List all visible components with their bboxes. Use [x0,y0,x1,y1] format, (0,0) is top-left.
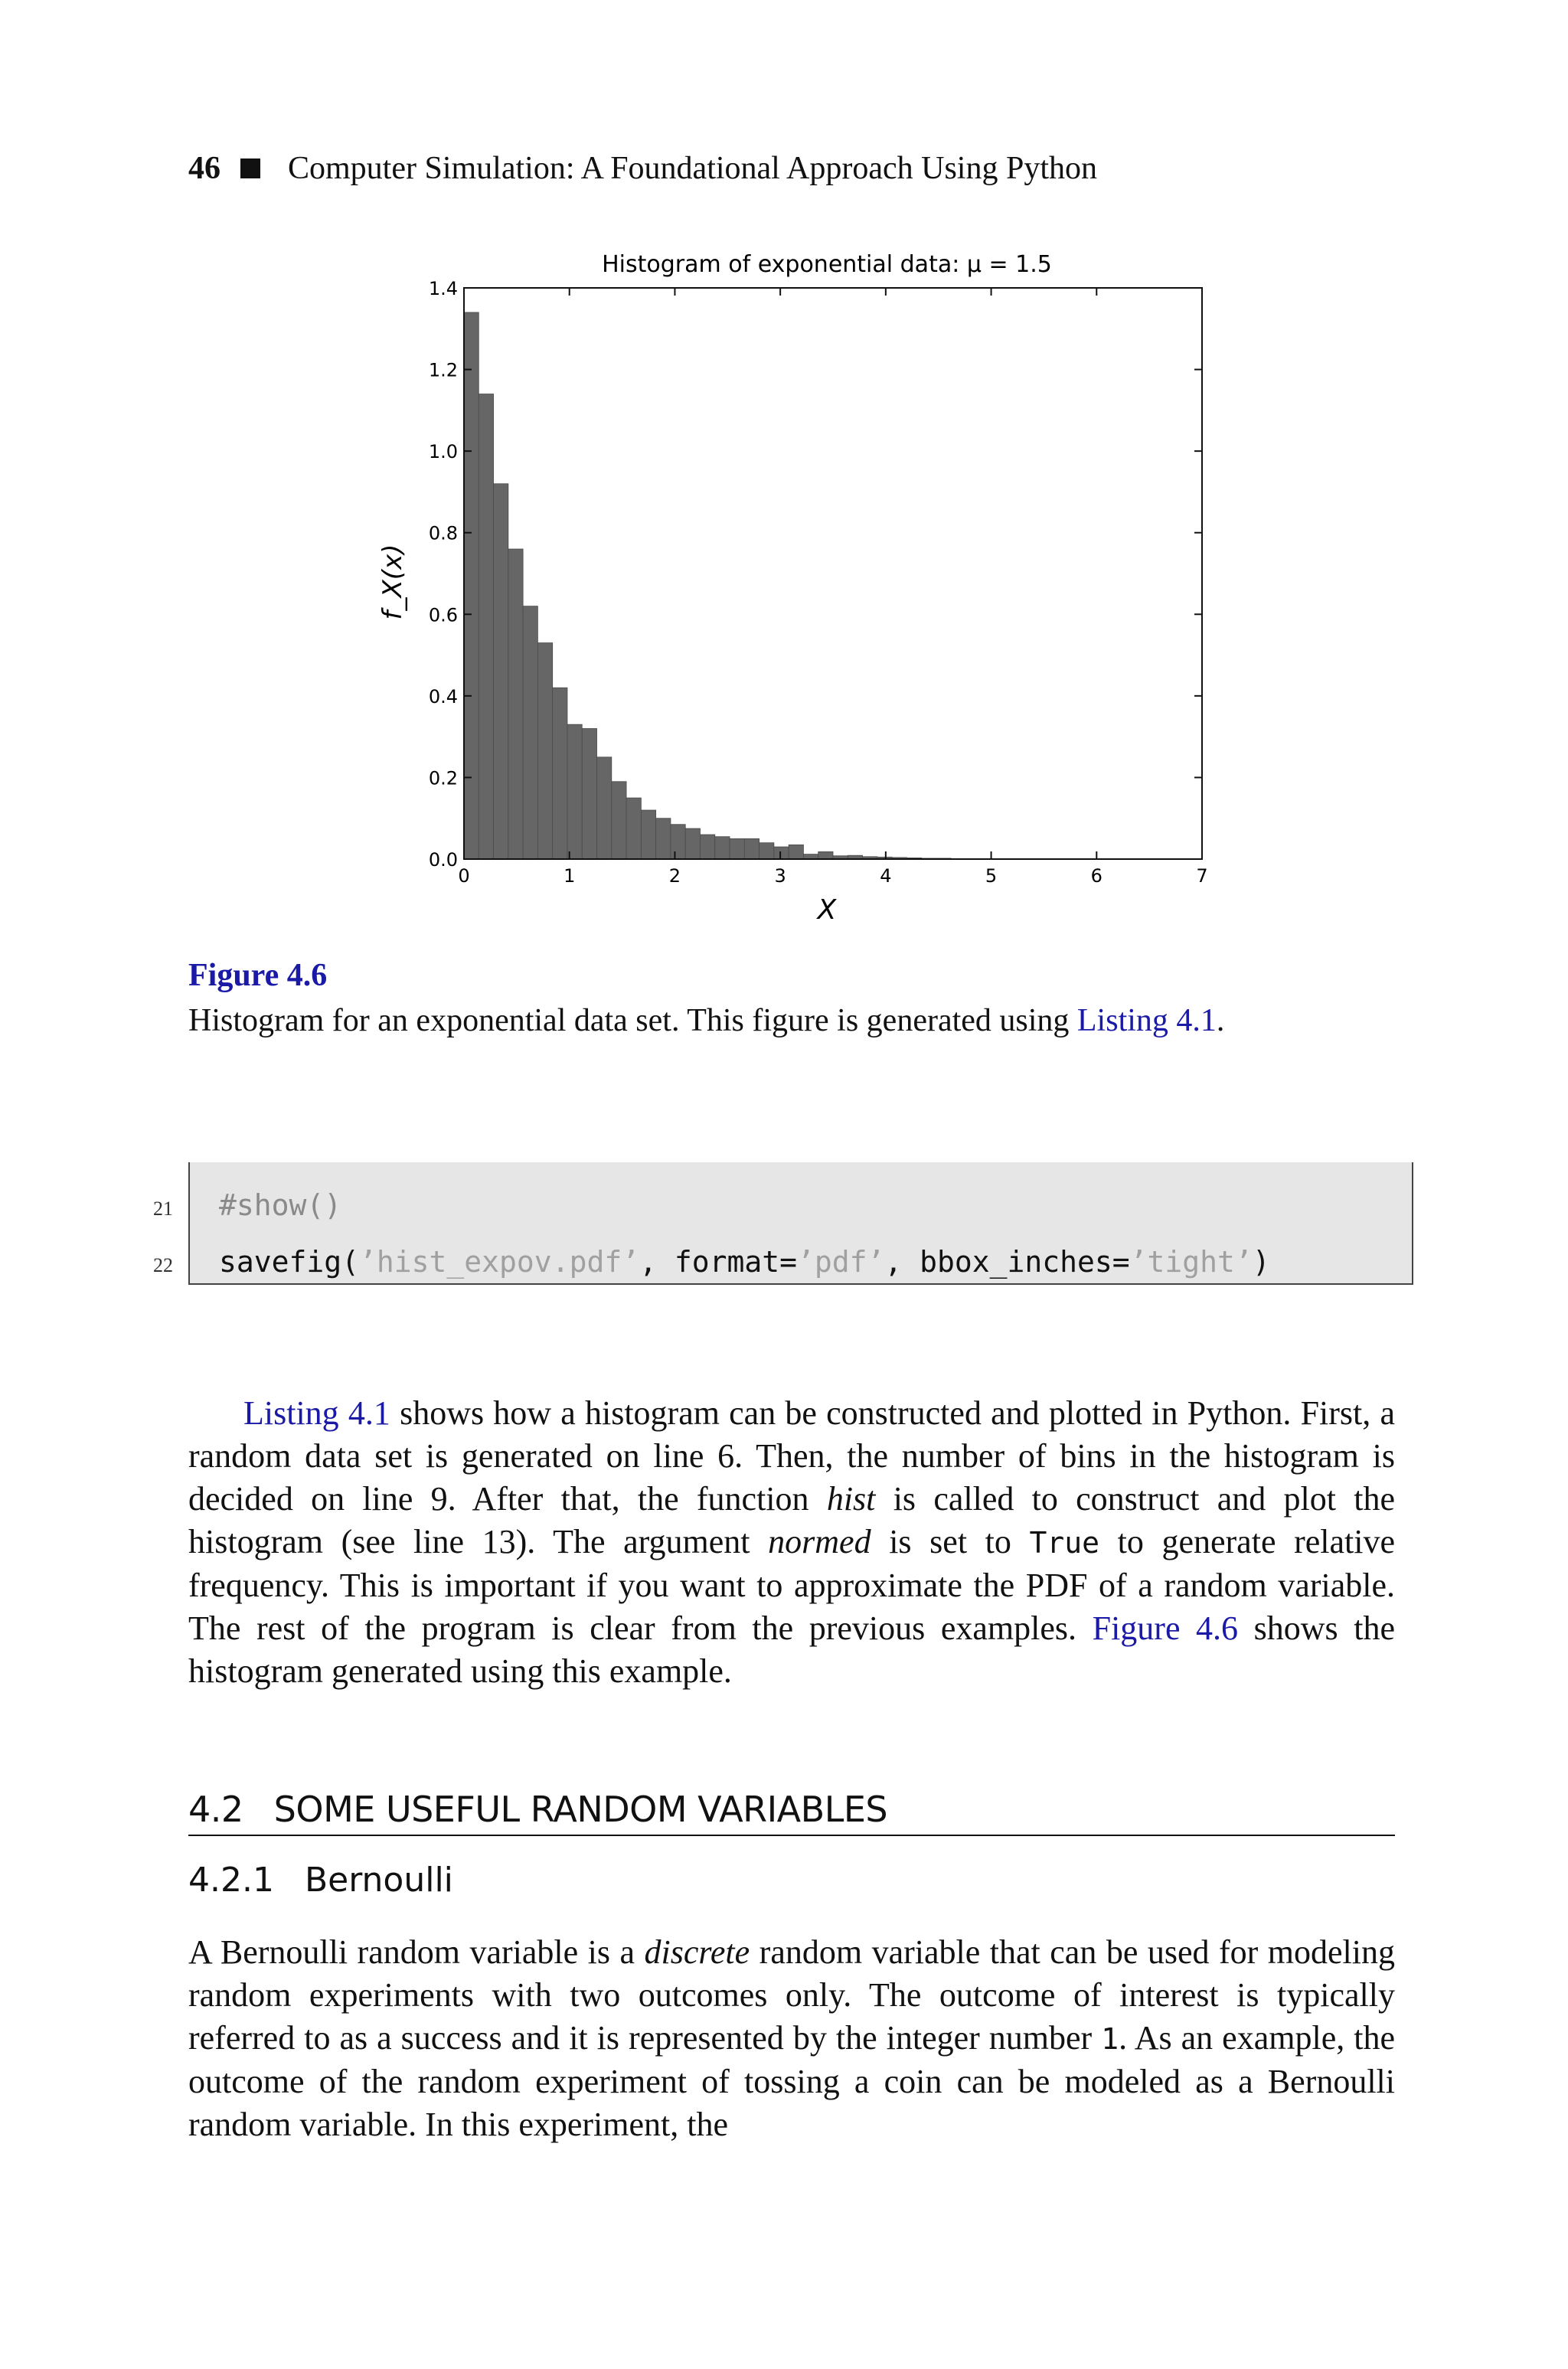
histogram-bar [715,837,730,859]
x-tick-label: 1 [564,865,576,887]
line-number: 22 [153,1254,173,1276]
histogram-bar [671,825,685,859]
histogram-bar [700,835,714,859]
x-tick-label: 7 [1196,865,1208,887]
page-number: 46 [188,151,220,186]
figure-caption [188,999,1395,1042]
body-paragraph: A Bernoulli random variable is a discrete random variable that can be used for modeling random experiments with two outcomes only. The outcome of interest is typically referred to as a success and it is represented by the integer number 1. As an example, the outcome of the random experiment of tossing a coin can be modeled as a Bernoulli random variable. In this experiment, the [188,1933,1396,2143]
histogram-bar [656,819,671,859]
histogram-bar [494,484,508,859]
code-line: savefig(’hist_expov.pdf’, format=’pdf’, bbox_inches=’tight’) [219,1245,1270,1279]
histogram-bar [774,847,789,859]
histogram-bar [818,851,833,859]
y-tick-label: 0.4 [428,685,458,707]
histogram-bar [553,688,567,859]
x-tick-label: 0 [458,865,470,887]
caption-text: Histogram for an exponential data set. This figure is generated using [188,1003,1077,1038]
y-tick-label: 0.8 [428,522,458,544]
figure-link[interactable]: Figure 4.6 [1092,1609,1239,1647]
x-tick-label: 3 [774,865,786,887]
histogram-bar [479,394,493,859]
histogram-bar [582,728,596,859]
running-head [188,145,1413,191]
x-tick-label: 6 [1090,865,1102,887]
histogram-bar [760,843,774,859]
line-number: 21 [153,1198,173,1220]
code-listing [188,1162,1413,1285]
x-tick-label: 2 [668,865,681,887]
histogram-bar [685,828,700,859]
histogram-bar [508,549,523,859]
histogram-bar [523,606,537,859]
body-paragraph: Listing 4.1 shows how a histogram can be constructed and plotted in Python. First, a random data set is generated on line 6. Then, the number of bins in the histogram is decided on line 9. After that, the function hist is called to construct and plot the histogram (see line 13). The argument normed is set to True to generate relative frequency. This is important if you want to approximate the PDF of a random variable. The rest of the program is clear from the previous examples. Figure 4.6 shows the histogram generated using this example. [188,1394,1396,1690]
section-heading: 4.2 SOME USEFUL RANDOM VARIABLES [188,1789,1395,1836]
caption-end: . [1216,1003,1225,1038]
histogram-bar [641,810,655,859]
x-tick-label: 4 [880,865,892,887]
y-tick-label: 1.4 [428,278,458,299]
figure-label: Figure 4.6 [188,958,328,993]
y-tick-label: 1.0 [428,441,458,463]
listing-link[interactable]: Listing 4.1 [1076,1003,1217,1038]
bars-group [464,312,981,859]
subsection-heading: 4.2.1 Bernoulli [188,1861,453,1900]
histogram-bar [567,724,582,859]
square-icon [240,158,260,178]
histogram-bar [789,845,803,859]
y-tick-label: 0.6 [428,604,458,626]
histogram-bar [730,838,744,859]
histogram-chart [368,245,1225,934]
chart-title: Histogram of exponential data: μ = 1.5 [602,251,1052,278]
histogram-bar [744,838,759,859]
histogram-bar [597,757,612,859]
histogram-bar [612,782,626,859]
histogram-bar [537,643,552,859]
code-line: #show() [219,1188,342,1222]
y-axis-label: f_X(x) [377,544,408,620]
x-tick-label: 5 [985,865,998,887]
histogram-bar [626,798,641,859]
y-tick-label: 0.0 [428,849,458,871]
x-axis-label: X [817,894,837,926]
y-tick-label: 0.2 [428,767,458,789]
running-title: Computer Simulation: A Foundational Approach Using Python [288,151,1097,186]
listing-link[interactable]: Listing 4.1 [243,1394,390,1432]
y-tick-label: 1.2 [428,359,458,381]
